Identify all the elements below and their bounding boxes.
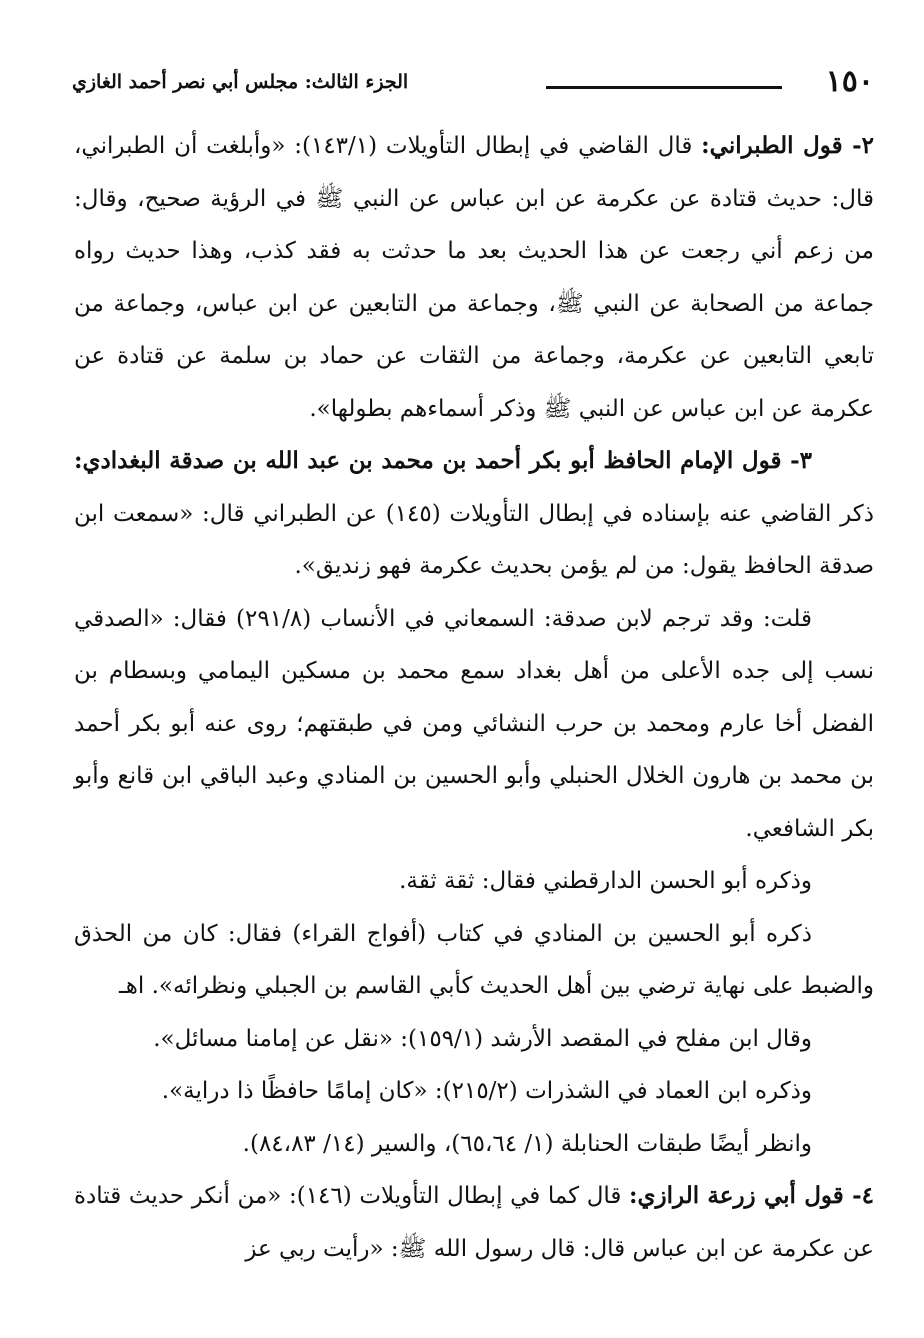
body-text	[74, 120, 874, 1275]
paragraph-text: وانظر أيضًا طبقات الحنابلة (١/ ٦٥،٦٤)، والسير (١٤/ ٨٤،٨٣).	[242, 1130, 812, 1157]
paragraph-lead: ٣- قول الإمام الحافظ أبو بكر أحمد بن محمد بن عبد الله بن صدقة البغدادي:	[74, 447, 812, 474]
paragraph-tabarani	[74, 120, 874, 435]
paragraph-text: ذكره أبو الحسين بن المنادي في كتاب (أفواج القراء) فقال: كان من الحذق والضبط على نهاية ترضي بين أهل الحديث كأبي القاسم بن الجبلي ونظرائه». اهـ	[74, 920, 874, 999]
paragraph-ibn-munadi	[74, 908, 874, 1013]
paragraph-ibn-muflih	[74, 1013, 874, 1066]
page-header	[72, 62, 874, 102]
paragraph-text: وقال ابن مفلح في المقصد الأرشد (١٥٩/١): «نقل عن إمامنا مسائل».	[153, 1025, 812, 1052]
paragraph-samani	[74, 593, 874, 856]
paragraph-text: قال كما في إبطال التأويلات (١٤٦): «من أنكر حديث قتادة عن عكرمة عن ابن عباس قال: قال رسول الله ﷺ: «رأيت ربي عز	[74, 1183, 874, 1262]
paragraph-daraqutni	[74, 855, 874, 908]
paragraph-abu-zura	[74, 1170, 874, 1275]
paragraph-lead: ٤- قول أبي زرعة الرازي:	[629, 1182, 874, 1209]
paragraph-text: ذكر القاضي عنه بإسناده في إبطال التأويلات (١٤٥) عن الطبراني قال: «سمعت ابن صدقة الحافظ يقول: من لم يؤمن بحديث عكرمة فهو زنديق».	[74, 500, 874, 579]
paragraph-text: قال القاضي في إبطال التأويلات (١٤٣/١): «وأبلغت أن الطبراني، قال: حديث قتادة عن عكرمة عن ابن عباس عن النبي ﷺ في الرؤية صحيح، وقال: من زعم أني رجعت عن هذا الحديث بعد ما حدثت به فقد كذب، وهذا حديث رواه جماعة من الصحابة عن النبي ﷺ، وجماعة من التابعين عن ابن عباس، وجماعة من تابعي التابعين عن عكرمة، وجماعة من الثقات عن حماد بن سلمة عن قتادة عن عكرمة عن ابن عباس عن النبي ﷺ وذكر أسماءهم بطولها».	[74, 133, 874, 422]
paragraph-lead: ٢- قول الطبراني:	[701, 132, 874, 159]
page-number: ١٥٠	[825, 64, 874, 99]
paragraph-ibn-sadaqa	[74, 435, 874, 593]
paragraph-see-also	[74, 1118, 874, 1171]
header-rule	[546, 86, 782, 89]
paragraph-text: وذكره ابن العماد في الشذرات (٢١٥/٢): «كان إمامًا حافظًا ذا دراية».	[161, 1078, 812, 1104]
running-title: الجزء الثالث: مجلس أبي نصر أحمد الغازي	[72, 71, 409, 93]
paragraph-text: قلت: وقد ترجم لابن صدقة: السمعاني في الأنساب (٢٩١/٨) فقال: «الصدقي نسب إلى جده الأعلى من أهل بغداد سمع محمد بن مسكين اليمامي وبسطام بن الفضل أخا عارم ومحمد بن حرب النشائي ومن في طبقتهم؛ روى عنه أبو بكر أحمد بن محمد بن هارون الخلال الحنبلي وأبو الحسين بن المنادي وعبد الباقي ابن قانع وأبو بكر الشافعي.	[74, 605, 874, 842]
paragraph-ibn-imad	[74, 1065, 874, 1118]
paragraph-text: وذكره أبو الحسن الدارقطني فقال: ثقة ثقة.	[399, 868, 812, 894]
